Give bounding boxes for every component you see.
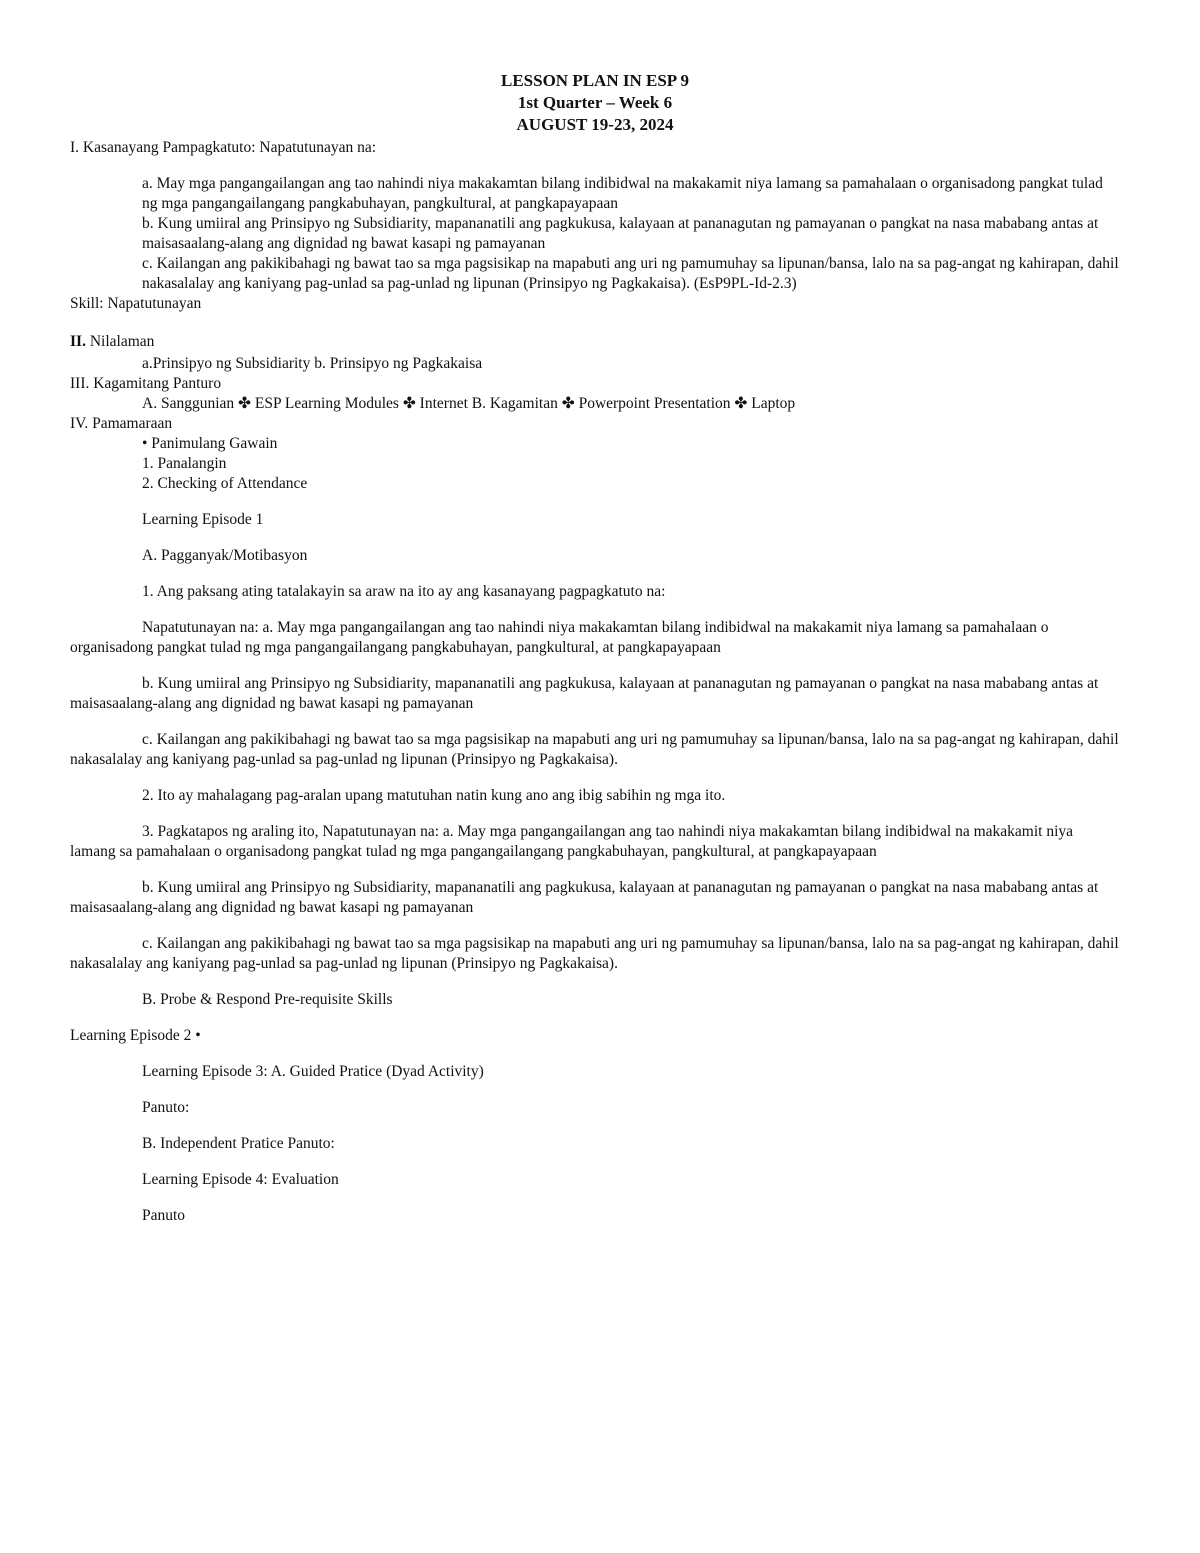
paragraph-7: b. Kung umiiral ang Prinsipyo ng Subsidiarity, mapananatili ang pagkukusa, kalayaan at pananagutan ng pamayanan o pangkat na nasa mababang antas at maisasaalang-alang ang dignidad ng bawat kasapi ng pamayanan bbox=[70, 879, 1099, 916]
paragraph-4: c. Kailangan ang pakikibahagi ng bawat tao sa mga pagsisikap na mapabuti ang uri ng pamumuhay sa lipunan/bansa, lalo na sa pag-angat ng kahirapan, dahil nakasalalay ang kaniyang pag-unlad sa pag-unlad ng lipunan (Prinsipyo ng Pagkakaisa). bbox=[70, 731, 1119, 768]
paragraph-5: 2. Ito ay mahalagang pag-aralan upang matutuhan natin kung ano ang ibig sabihin ng mga ito. bbox=[142, 787, 726, 804]
section-2-numeral: II. bbox=[70, 333, 86, 350]
section-2-heading bbox=[70, 332, 1120, 352]
paragraph-1: 1. Ang paksang ating tatalakayin sa araw na ito ay ang kasanayang pagpagkatuto na: bbox=[142, 583, 666, 600]
probe-respond: B. Probe & Respond Pre-requisite Skills bbox=[142, 991, 393, 1008]
skill-line: Skill: Napatutunayan bbox=[70, 295, 202, 312]
learning-episode-4: Learning Episode 4: Evaluation bbox=[142, 1171, 339, 1188]
section-4-heading: IV. Pamamaraan bbox=[70, 415, 173, 432]
document-page bbox=[70, 70, 1120, 1226]
motivation-heading: A. Pagganyak/Motibasyon bbox=[142, 547, 308, 564]
panalangin: 1. Panalangin bbox=[142, 455, 227, 472]
competency-list bbox=[70, 174, 1120, 294]
paragraph-2: Napatutunayan na: a. May mga pangangailangan ang tao nahindi niya makakamtan bilang indibidwal na makakamit niya lamang sa pamahalaan o organisadong pangkat tulad ng mga pangangailangang pangkabuhayan, pangkultural, at pangkapayapaan bbox=[70, 619, 1049, 656]
panuto-2: Panuto bbox=[142, 1207, 186, 1224]
learning-episode-1: Learning Episode 1 bbox=[142, 511, 264, 528]
paragraph-8: c. Kailangan ang pakikibahagi ng bawat tao sa mga pagsisikap na mapabuti ang uri ng pamumuhay sa lipunan/bansa, lalo na sa pag-angat ng kahirapan, dahil nakasalalay ang kaniyang pag-unlad sa pag-unlad ng lipunan (Prinsipyo ng Pagkakaisa). bbox=[70, 935, 1119, 972]
competency-c: c. Kailangan ang pakikibahagi ng bawat tao sa mga pagsisikap na mapabuti ang uri ng pamumuhay sa lipunan/bansa, lalo na sa pag-angat ng kahirapan, dahil nakasalalay ang kaniyang pag-unlad sa pag-unlad ng lipunan (Prinsipyo ng Pagkakaisa). (EsP9PL-Id-2.3) bbox=[142, 255, 1119, 292]
section-1-heading: I. Kasanayang Pampagkatuto: Napatutunayan na: bbox=[70, 139, 377, 156]
learning-episode-2: Learning Episode 2 • bbox=[70, 1027, 201, 1044]
quarter-week: 1st Quarter – Week 6 bbox=[517, 93, 673, 112]
panimulang-list bbox=[70, 434, 1120, 494]
competency-b: b. Kung umiiral ang Prinsipyo ng Subsidiarity, mapananatili ang pagkukusa, kalayaan at pananagutan ng pamayanan o pangkat na nasa mababang antas at maisasaalang-alang ang dignidad ng bawat kasapi ng pamayanan bbox=[142, 215, 1099, 252]
paragraph-6: 3. Pagkatapos ng araling ito, Napatutunayan na: a. May mga pangangailangan ang tao nahindi niya makakamtan bilang indibidwal na makakamit niya lamang sa pamahalaan o organisadong pangkat tulad ng mga pangangailangang pangkabuhayan, pangkultural, at pangkapayapaan bbox=[70, 823, 1074, 860]
section-2-title: Nilalaman bbox=[85, 333, 155, 350]
learning-episode-3: Learning Episode 3: A. Guided Pratice (Dyad Activity) bbox=[142, 1063, 484, 1080]
date-range: AUGUST 19-23, 2024 bbox=[516, 115, 674, 134]
document-title: LESSON PLAN IN ESP 9 bbox=[501, 71, 689, 90]
section-3-heading: III. Kagamitang Panturo bbox=[70, 375, 222, 392]
kagamitan-content: A. Sanggunian ✤ ESP Learning Modules ✤ Internet B. Kagamitan ✤ Powerpoint Presentation ✤ Laptop bbox=[142, 395, 796, 412]
checking-attendance: 2. Checking of Attendance bbox=[142, 475, 308, 492]
paragraph-3: b. Kung umiiral ang Prinsipyo ng Subsidiarity, mapananatili ang pagkukusa, kalayaan at pananagutan ng pamayanan o pangkat na nasa mababang antas at maisasaalang-alang ang dignidad ng bawat kasapi ng pamayanan bbox=[70, 675, 1099, 712]
panimulang-gawain: • Panimulang Gawain bbox=[142, 435, 278, 452]
independent-practice: B. Independent Pratice Panuto: bbox=[142, 1135, 335, 1152]
nilalaman-content: a.Prinsipyo ng Subsidiarity b. Prinsipyo ng Pagkakaisa bbox=[142, 355, 483, 372]
panuto-1: Panuto: bbox=[142, 1099, 190, 1116]
competency-a: a. May mga pangangailangan ang tao nahindi niya makakamtan bilang indibidwal na makakamit niya lamang sa pamahalaan o organisadong pangkat tulad ng mga pangangailangang pangkabuhayan, pangkultural, at pangkapayapaan bbox=[142, 175, 1103, 212]
